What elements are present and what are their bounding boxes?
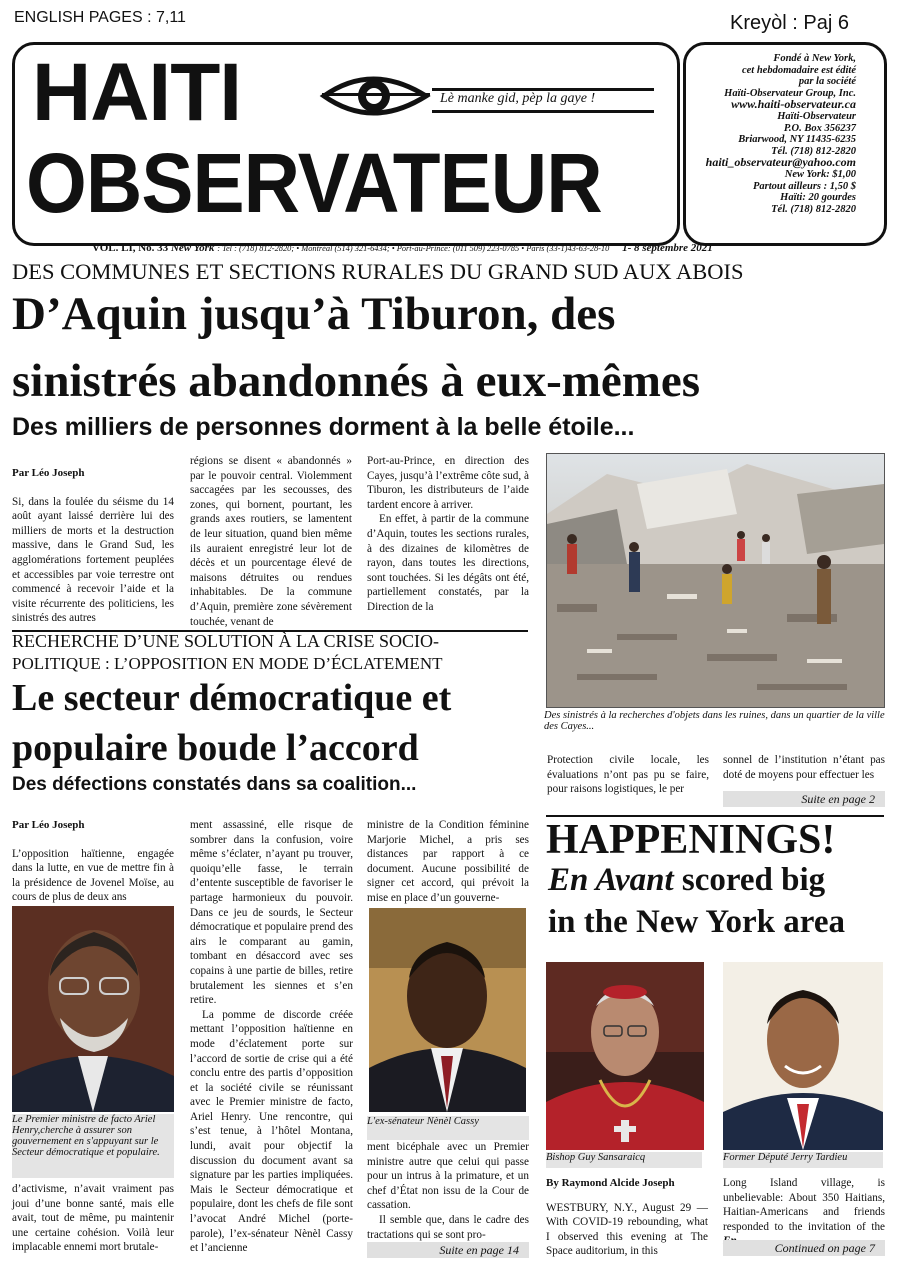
info-line: Haïti: 20 gourdes — [780, 192, 856, 204]
masthead-title-line1: HAITI — [32, 47, 242, 138]
info-line: Tél. (718) 812-2820 — [771, 203, 856, 215]
happenings-byline: By Raymond Alcide Joseph — [546, 1177, 675, 1189]
publisher-info-box — [683, 42, 887, 246]
article2-continue-link[interactable]: Suite en page 14 — [367, 1242, 529, 1258]
article2-kicker-line2: POLITIQUE : L’OPPOSITION EN MODE D’ÉCLATEMENT — [12, 654, 443, 673]
info-line: Tél. (718) 812-2820 — [771, 145, 856, 157]
article1-text: Si, dans la foulée du séisme du 14 août ayant laissé derrière lui des milliers de morts et la destruction massive, dans le Grand Sud, les agglomérations fortement peuplées et accessibles par voie terrestre ont commencé à recevoir l’aide et la visite récurrente des politiciens, les sinistrés des autres — [12, 495, 174, 625]
article2-col1-top — [12, 818, 174, 904]
happenings-col1 — [546, 1176, 708, 1266]
bishop-photo — [546, 962, 704, 1150]
article1-continuation-col-b — [723, 753, 885, 785]
article2-text: ment assassiné, elle risque de sombrer dans la confusion, voire même s’éclater, n’ayant pu trouver, quoiqu’elle fasse, le terrain d’entente susceptible de favoriser le partage harmonieux du pouvoir. Dans ce jeu de sourds, le Secteur démocratique et populaire prend des airs le comparant au gamin, tombant en désaccord avec ses copains à une partie de billes, retire brutalement les siennes et s’en retire. — [190, 819, 353, 1007]
article1-col3 — [367, 454, 529, 628]
article2-text: Il semble que, dans le cadre des tractations qui se sont pro- — [367, 1213, 529, 1241]
article1-text: Port-au-Prince, en direction des Cayes, jusqu’à l’extrême côte sud, à Tiburon, les distributeurs de l’aide tardent encore à arriver. — [367, 455, 529, 511]
article1-kicker: DES COMMUNES ET SECTIONS RURALES DU GRAND SUD AUX ABOIS — [12, 259, 744, 284]
article2-headline-line2: populaire boude l’accord — [12, 727, 419, 769]
happenings-headline-em: En Avant — [548, 862, 674, 898]
article2-col2 — [190, 818, 353, 1262]
article2-col3-bottom — [367, 1140, 529, 1240]
english-pages-label: ENGLISH PAGES : 7,11 — [14, 9, 186, 26]
article1-byline: Par Léo Joseph — [12, 467, 85, 479]
happenings-col2 — [723, 1176, 885, 1236]
happenings-headline-line2 — [548, 860, 825, 900]
happenings-headline-rest: scored big — [673, 862, 826, 898]
masthead-motto: Lè manke gid, pèp la gaye ! — [440, 91, 596, 106]
article1-text: Protection civile locale, les évaluations n’ont pas pu se faire, pour raisons logistiques, le per — [547, 754, 709, 796]
article2-text: d’activisme, n’avait vraiment pas joui d’une bonne santé, mais elle avait, tout de même, pu maintenir une certaine cohésion. Voilà leur implacable ennemi mort brutale- — [12, 1183, 174, 1254]
info-line: New York: $1,00 — [784, 168, 856, 180]
disaster-photo — [546, 453, 885, 708]
happenings-col2-text: Long Island village, is unbelievable: About 350 Haitians, Haitian-Americans and friends responded to the invitation of the — [723, 1177, 885, 1233]
article1-col2 — [190, 454, 352, 628]
dateline-contacts: : Tel : (718) 812-2820; • Montréal (514) 321-6434; • Port-au-Prince: (011 509) 223-0785 • Paris (33-1)43-63-28-10 — [217, 244, 610, 253]
article1-col1 — [12, 466, 174, 628]
happenings-text: WESTBURY, N.Y., August 29 —With COVID-19 rebounding, what I observed this evening at The Space auditorium, in this — [546, 1201, 708, 1258]
eye-logo-icon — [322, 66, 432, 126]
article1-continuation-col-a — [547, 753, 709, 799]
article2-text: ment bicéphale avec un Premier ministre autre que celui qui passe pour un intrus à la primature, et un chef d’État non issu de la Cour de cassation. — [367, 1141, 529, 1212]
ariel-henry-photo — [12, 906, 174, 1112]
website-link[interactable]: www.haiti-observateur.ca — [731, 97, 856, 112]
happenings-headline-line3: in the New York area — [548, 904, 845, 940]
issue-date: 1- 8 septembre 2021 — [622, 242, 713, 254]
info-line: P.O. Box 356237 — [783, 122, 856, 134]
info-line: Partout ailleurs : 1,50 $ — [753, 180, 856, 192]
happenings-title: HAPPENINGS! — [546, 817, 836, 863]
article2-text: ministre de la Condition féminine Marjorie Michel, a pris ses distances par rapport à ce document. Aucune possibilité de signer cet accord, qui prévoit la mise en place d’un gouverne- — [367, 819, 529, 904]
volume-number: VOL. LI, No. 33 — [92, 242, 169, 254]
info-line: Fondé à New York, — [773, 53, 856, 64]
nenel-cassy-caption: L'ex-sénateur Nènèl Cassy — [367, 1116, 529, 1140]
info-line: Briarwood, NY 11435-6235 — [738, 134, 856, 146]
article1-continue-link[interactable]: Suite en page 2 — [723, 791, 885, 807]
article2-col3-top — [367, 818, 529, 906]
email-link[interactable]: haiti_observateur@yahoo.com — [705, 155, 856, 170]
article1-text: régions se disent « abandonnés » par le pouvoir central. Violemment saccagées par les secousses, des zones, qui bornent, pourtant, les grands axes routiers, se lamentent de leur situation, quand bien même ils auraient enregistré leur lot de décès et un pourcentage élevé de maisons détruites ou rendues inhabitables. De la commune d’Aquin, première zone sévèrement touchée, venant de — [190, 455, 352, 628]
article2-kicker-line1: RECHERCHE D’UNE SOLUTION À LA CRISE SOCIO- — [12, 631, 439, 651]
article1-headline-line2: sinistrés abandonnés à eux-mêmes — [12, 355, 701, 407]
happenings-continue-link[interactable]: Continued on page 7 — [723, 1240, 885, 1256]
ariel-henry-caption: Le Premier ministre de facto Ariel Henry,cherche à assurer son gouvernement en s'appuyant sur le Secteur démocratique et populaire. — [12, 1114, 174, 1178]
disaster-photo-caption: Des sinistrés à la recherches d'objets dans les ruines, dans un quartier de la ville des Cayes... — [544, 710, 885, 732]
article1-text: En effet, à partir de la commune d’Aquin, toutes les sections rurales, à des dizaines de kilomètres de rayon, dans toutes les directions, sont touchées. Si les dégâts ont été, partiellement constatés, par la Direction de la — [367, 513, 529, 613]
masthead-title-line2: OBSERVATEUR — [26, 136, 602, 230]
info-line: Haïti-Observateur — [777, 110, 856, 122]
article2-text: La pomme de discorde créée mettant l’opposition haïtienne en mode d’éclatement porte sur l’accord de sortie de crise qui a été conclu entre des partis d’opposition et la société civile se réunissant avec le Premier ministre de facto, Ariel Henry. Une rencontre, qui s’est tenue, à l’hôtel Montana, lundi, avait pour objectif la discussion du document avant sa signature par les parties impliquées. Mais le Secteur démocratique et populaire, dont les chefs de file sont l’avocat André Michel (porte-parole), l’ex-sénateur Nènèl Cassy et l’ancienne — [190, 1008, 353, 1255]
article2-deck: Des défections constatés dans sa coalition... — [12, 774, 417, 795]
bishop-caption: Bishop Guy Sansaraicq — [546, 1152, 702, 1168]
info-line: Haïti-Observateur Group, Inc. — [724, 87, 856, 99]
motto-rule-bottom — [432, 110, 654, 113]
dateline — [92, 242, 882, 254]
article1-headline-line1: D’Aquin jusqu’à Tiburon, des — [12, 288, 616, 340]
article2-text: L’opposition haïtienne, engagée dans la lutte, en vue de mettre fin à la présidence de Jovenel Moïse, au cours de plus de deux ans — [12, 847, 174, 904]
jerry-tardieu-photo — [723, 962, 883, 1150]
kreyol-page-label: Kreyòl : Paj 6 — [730, 12, 849, 34]
article2-byline: Par Léo Joseph — [12, 819, 85, 831]
article2-col1-bottom — [12, 1182, 174, 1262]
article2-headline-line1: Le secteur démocratique et — [12, 677, 452, 719]
dateline-city: New York — [170, 242, 215, 254]
info-line: par la société — [798, 76, 856, 88]
info-line: cet hebdomadaire est édité — [741, 64, 856, 76]
nenel-cassy-photo — [369, 908, 526, 1112]
happenings-text — [723, 1176, 885, 1249]
article1-deck: Des milliers de personnes dorment à la belle étoile... — [12, 413, 635, 441]
article1-text: sonnel de l’institution n’étant pas doté de moyens pour effectuer les — [723, 754, 885, 781]
jerry-tardieu-caption: Former Député Jerry Tardieu — [723, 1152, 883, 1168]
